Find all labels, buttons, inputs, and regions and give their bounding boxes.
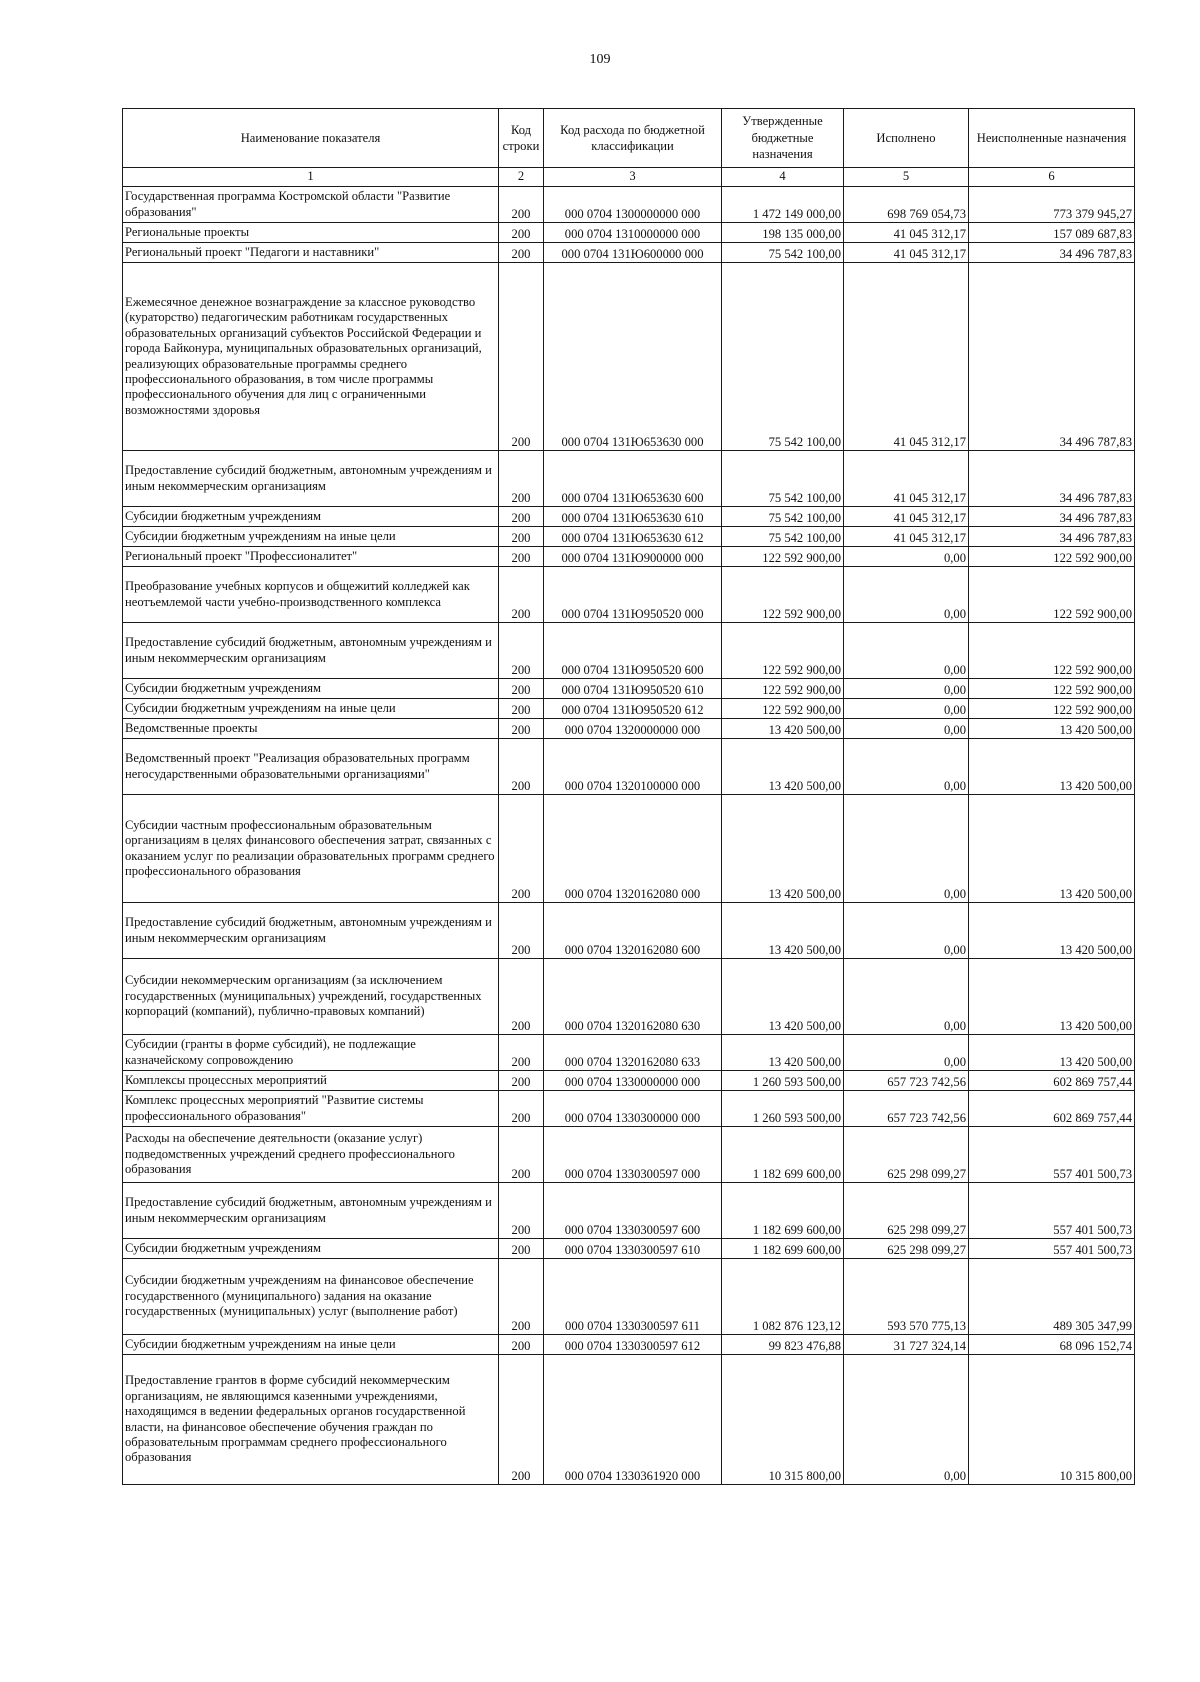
approved-amount: 75 542 100,00 (722, 263, 844, 451)
executed-amount: 41 045 312,17 (844, 451, 969, 507)
approved-amount: 13 420 500,00 (722, 1035, 844, 1071)
column-header-approved: Утвержденные бюджетные назначения (722, 109, 844, 168)
approved-amount: 1 182 699 600,00 (722, 1127, 844, 1183)
indicator-name: Субсидии бюджетным учреждениям на иные цели (123, 1335, 499, 1355)
line-code: 200 (499, 1259, 544, 1335)
unexecuted-amount: 34 496 787,83 (969, 507, 1135, 527)
indicator-name: Региональный проект "Профессионалитет" (123, 547, 499, 567)
indicator-name: Комплекс процессных мероприятий "Развитие системы профессионального образования" (123, 1091, 499, 1127)
indicator-name: Субсидии частным профессиональным образовательным организациям в целях финансового обеспечения затрат, связанных с оказанием услуг по реализации образовательных программ среднего профессионального образования (123, 795, 499, 903)
table-row (123, 959, 1135, 1035)
indicator-name: Предоставление грантов в форме субсидий некоммерческим организациям, не являющимся казенными учреждениями, находящимся в ведении федеральных органов государственной власти, на финансовое обеспечение обучения граждан по образовательным программам среднего профессионального образования (123, 1355, 499, 1485)
table-row (123, 1091, 1135, 1127)
unexecuted-amount: 157 089 687,83 (969, 223, 1135, 243)
budget-code: 000 0704 131Ю653630 610 (544, 507, 722, 527)
executed-amount: 657 723 742,56 (844, 1091, 969, 1127)
executed-amount: 0,00 (844, 547, 969, 567)
executed-amount: 41 045 312,17 (844, 243, 969, 263)
unexecuted-amount: 122 592 900,00 (969, 679, 1135, 699)
budget-code: 000 0704 1320162080 633 (544, 1035, 722, 1071)
unexecuted-amount: 557 401 500,73 (969, 1183, 1135, 1239)
table-row (123, 903, 1135, 959)
budget-code: 000 0704 1320000000 000 (544, 719, 722, 739)
approved-amount: 1 182 699 600,00 (722, 1239, 844, 1259)
approved-amount: 13 420 500,00 (722, 903, 844, 959)
approved-amount: 13 420 500,00 (722, 795, 844, 903)
line-code: 200 (499, 567, 544, 623)
approved-amount: 13 420 500,00 (722, 719, 844, 739)
budget-code: 000 0704 131Ю900000 000 (544, 547, 722, 567)
unexecuted-amount: 602 869 757,44 (969, 1071, 1135, 1091)
approved-amount: 10 315 800,00 (722, 1355, 844, 1485)
approved-amount: 75 542 100,00 (722, 507, 844, 527)
indicator-name: Субсидии бюджетным учреждениям (123, 1239, 499, 1259)
executed-amount: 593 570 775,13 (844, 1259, 969, 1335)
table-row (123, 1239, 1135, 1259)
budget-code: 000 0704 1320100000 000 (544, 739, 722, 795)
unexecuted-amount: 13 420 500,00 (969, 959, 1135, 1035)
approved-amount: 122 592 900,00 (722, 547, 844, 567)
indicator-name: Субсидии (гранты в форме субсидий), не подлежащие казначейскому сопровождению (123, 1035, 499, 1071)
budget-code: 000 0704 131Ю653630 612 (544, 527, 722, 547)
indicator-name: Субсидии некоммерческим организациям (за исключением государственных (муниципальных) учреждений, государственных корпораций (компаний), публично-правовых компаний) (123, 959, 499, 1035)
table-row (123, 187, 1135, 223)
unexecuted-amount: 68 096 152,74 (969, 1335, 1135, 1355)
line-code: 200 (499, 263, 544, 451)
indicator-name: Комплексы процессных мероприятий (123, 1071, 499, 1091)
column-number: 1 (123, 168, 499, 187)
table-row (123, 1127, 1135, 1183)
line-code: 200 (499, 1091, 544, 1127)
table-row (123, 679, 1135, 699)
table-row (123, 699, 1135, 719)
executed-amount: 625 298 099,27 (844, 1183, 969, 1239)
executed-amount: 0,00 (844, 1035, 969, 1071)
column-number: 2 (499, 168, 544, 187)
executed-amount: 0,00 (844, 679, 969, 699)
line-code: 200 (499, 739, 544, 795)
executed-amount: 0,00 (844, 795, 969, 903)
column-header-name: Наименование показателя (123, 109, 499, 168)
unexecuted-amount: 10 315 800,00 (969, 1355, 1135, 1485)
indicator-name: Региональные проекты (123, 223, 499, 243)
executed-amount: 0,00 (844, 567, 969, 623)
table-row (123, 1183, 1135, 1239)
column-number-row (123, 168, 1135, 187)
budget-code: 000 0704 1310000000 000 (544, 223, 722, 243)
table-row (123, 623, 1135, 679)
approved-amount: 1 182 699 600,00 (722, 1183, 844, 1239)
line-code: 200 (499, 1355, 544, 1485)
executed-amount: 41 045 312,17 (844, 507, 969, 527)
line-code: 200 (499, 699, 544, 719)
line-code: 200 (499, 795, 544, 903)
unexecuted-amount: 122 592 900,00 (969, 547, 1135, 567)
approved-amount: 1 472 149 000,00 (722, 187, 844, 223)
table-row (123, 739, 1135, 795)
approved-amount: 13 420 500,00 (722, 959, 844, 1035)
approved-amount: 75 542 100,00 (722, 451, 844, 507)
column-number: 6 (969, 168, 1135, 187)
executed-amount: 41 045 312,17 (844, 527, 969, 547)
indicator-name: Предоставление субсидий бюджетным, автономным учреждениям и иным некоммерческим организациям (123, 451, 499, 507)
budget-code: 000 0704 131Ю653630 600 (544, 451, 722, 507)
budget-code: 000 0704 131Ю950520 000 (544, 567, 722, 623)
unexecuted-amount: 122 592 900,00 (969, 567, 1135, 623)
column-header-executed: Исполнено (844, 109, 969, 168)
unexecuted-amount: 13 420 500,00 (969, 1035, 1135, 1071)
unexecuted-amount: 34 496 787,83 (969, 451, 1135, 507)
table-row (123, 451, 1135, 507)
line-code: 200 (499, 527, 544, 547)
indicator-name: Расходы на обеспечение деятельности (оказание услуг) подведомственных учреждений среднего профессионального образования (123, 1127, 499, 1183)
indicator-name: Ежемесячное денежное вознаграждение за классное руководство (кураторство) педагогическим работникам государственных образовательных организаций субъектов Российской Федерации и города Байконура, муниципальных образовательных организаций, реализующих образовательные программы среднего профессионального образования, в том числе программы профессионального обучения для лиц с ограниченными возможностями здоровья (123, 263, 499, 451)
unexecuted-amount: 13 420 500,00 (969, 903, 1135, 959)
indicator-name: Субсидии бюджетным учреждениям (123, 679, 499, 699)
executed-amount: 31 727 324,14 (844, 1335, 969, 1355)
executed-amount: 0,00 (844, 623, 969, 679)
unexecuted-amount: 557 401 500,73 (969, 1127, 1135, 1183)
unexecuted-amount: 122 592 900,00 (969, 623, 1135, 679)
line-code: 200 (499, 1183, 544, 1239)
indicator-name: Государственная программа Костромской области "Развитие образования" (123, 187, 499, 223)
executed-amount: 0,00 (844, 739, 969, 795)
approved-amount: 122 592 900,00 (722, 623, 844, 679)
line-code: 200 (499, 679, 544, 699)
line-code: 200 (499, 959, 544, 1035)
table-row (123, 223, 1135, 243)
executed-amount: 41 045 312,17 (844, 263, 969, 451)
unexecuted-amount: 602 869 757,44 (969, 1091, 1135, 1127)
page-number: 109 (589, 52, 611, 67)
indicator-name: Преобразование учебных корпусов и общежитий колледжей как неотъемлемой части учебно-производственного комплекса (123, 567, 499, 623)
budget-code: 000 0704 1320162080 600 (544, 903, 722, 959)
line-code: 200 (499, 507, 544, 527)
column-number: 5 (844, 168, 969, 187)
budget-code: 000 0704 1330300597 610 (544, 1239, 722, 1259)
executed-amount: 657 723 742,56 (844, 1071, 969, 1091)
indicator-name: Субсидии бюджетным учреждениям (123, 507, 499, 527)
line-code: 200 (499, 243, 544, 263)
line-code: 200 (499, 719, 544, 739)
approved-amount: 1 082 876 123,12 (722, 1259, 844, 1335)
executed-amount: 0,00 (844, 903, 969, 959)
approved-amount: 75 542 100,00 (722, 527, 844, 547)
executed-amount: 698 769 054,73 (844, 187, 969, 223)
line-code: 200 (499, 1127, 544, 1183)
budget-code: 000 0704 1330300597 611 (544, 1259, 722, 1335)
table-row (123, 1335, 1135, 1355)
indicator-name: Субсидии бюджетным учреждениям на иные цели (123, 699, 499, 719)
budget-code: 000 0704 131Ю950520 600 (544, 623, 722, 679)
approved-amount: 122 592 900,00 (722, 699, 844, 719)
indicator-name: Региональный проект "Педагоги и наставники" (123, 243, 499, 263)
approved-amount: 75 542 100,00 (722, 243, 844, 263)
table-row (123, 1035, 1135, 1071)
indicator-name: Ведомственные проекты (123, 719, 499, 739)
unexecuted-amount: 489 305 347,99 (969, 1259, 1135, 1335)
approved-amount: 1 260 593 500,00 (722, 1071, 844, 1091)
executed-amount: 0,00 (844, 699, 969, 719)
indicator-name: Субсидии бюджетным учреждениям на финансовое обеспечение государственного (муниципального) задания на оказание государственных (муниципальных) услуг (выполнение работ) (123, 1259, 499, 1335)
unexecuted-amount: 122 592 900,00 (969, 699, 1135, 719)
indicator-name: Субсидии бюджетным учреждениям на иные цели (123, 527, 499, 547)
column-header-line-code: Код строки (499, 109, 544, 168)
budget-code: 000 0704 1330000000 000 (544, 1071, 722, 1091)
column-number: 4 (722, 168, 844, 187)
indicator-name: Предоставление субсидий бюджетным, автономным учреждениям и иным некоммерческим организациям (123, 623, 499, 679)
table-row (123, 243, 1135, 263)
executed-amount: 41 045 312,17 (844, 223, 969, 243)
indicator-name: Ведомственный проект "Реализация образовательных программ негосударственными образовательными организациями" (123, 739, 499, 795)
table-row (123, 507, 1135, 527)
approved-amount: 99 823 476,88 (722, 1335, 844, 1355)
approved-amount: 13 420 500,00 (722, 739, 844, 795)
table-row (123, 1355, 1135, 1485)
budget-code: 000 0704 1320162080 630 (544, 959, 722, 1035)
unexecuted-amount: 557 401 500,73 (969, 1239, 1135, 1259)
unexecuted-amount: 34 496 787,83 (969, 527, 1135, 547)
budget-code: 000 0704 1330361920 000 (544, 1355, 722, 1485)
table-row (123, 263, 1135, 451)
line-code: 200 (499, 1071, 544, 1091)
line-code: 200 (499, 903, 544, 959)
column-number: 3 (544, 168, 722, 187)
budget-code: 000 0704 131Ю600000 000 (544, 243, 722, 263)
executed-amount: 0,00 (844, 719, 969, 739)
table-row (123, 795, 1135, 903)
executed-amount: 625 298 099,27 (844, 1239, 969, 1259)
indicator-name: Предоставление субсидий бюджетным, автономным учреждениям и иным некоммерческим организациям (123, 1183, 499, 1239)
budget-code: 000 0704 131Ю950520 610 (544, 679, 722, 699)
budget-code: 000 0704 1330300597 000 (544, 1127, 722, 1183)
budget-code: 000 0704 1320162080 000 (544, 795, 722, 903)
budget-code: 000 0704 1330300597 600 (544, 1183, 722, 1239)
budget-code: 000 0704 1330300000 000 (544, 1091, 722, 1127)
column-header-budget-code: Код расхода по бюджетной классификации (544, 109, 722, 168)
table-row (123, 1071, 1135, 1091)
budget-code: 000 0704 1300000000 000 (544, 187, 722, 223)
approved-amount: 1 260 593 500,00 (722, 1091, 844, 1127)
indicator-name: Предоставление субсидий бюджетным, автономным учреждениям и иным некоммерческим организациям (123, 903, 499, 959)
table-row (123, 719, 1135, 739)
budget-execution-table (122, 108, 1135, 1485)
unexecuted-amount: 13 420 500,00 (969, 739, 1135, 795)
line-code: 200 (499, 623, 544, 679)
unexecuted-amount: 773 379 945,27 (969, 187, 1135, 223)
line-code: 200 (499, 1239, 544, 1259)
approved-amount: 198 135 000,00 (722, 223, 844, 243)
approved-amount: 122 592 900,00 (722, 567, 844, 623)
budget-code: 000 0704 131Ю653630 000 (544, 263, 722, 451)
executed-amount: 0,00 (844, 959, 969, 1035)
budget-code: 000 0704 1330300597 612 (544, 1335, 722, 1355)
line-code: 200 (499, 1335, 544, 1355)
unexecuted-amount: 13 420 500,00 (969, 795, 1135, 903)
line-code: 200 (499, 1035, 544, 1071)
table-row (123, 567, 1135, 623)
executed-amount: 0,00 (844, 1355, 969, 1485)
table-row (123, 547, 1135, 567)
approved-amount: 122 592 900,00 (722, 679, 844, 699)
table-header-row (123, 109, 1135, 168)
line-code: 200 (499, 547, 544, 567)
column-header-unexecuted: Неисполненные назначения (969, 109, 1135, 168)
unexecuted-amount: 13 420 500,00 (969, 719, 1135, 739)
table-row (123, 1259, 1135, 1335)
line-code: 200 (499, 451, 544, 507)
unexecuted-amount: 34 496 787,83 (969, 263, 1135, 451)
budget-code: 000 0704 131Ю950520 612 (544, 699, 722, 719)
executed-amount: 625 298 099,27 (844, 1127, 969, 1183)
line-code: 200 (499, 223, 544, 243)
unexecuted-amount: 34 496 787,83 (969, 243, 1135, 263)
line-code: 200 (499, 187, 544, 223)
table-row (123, 527, 1135, 547)
